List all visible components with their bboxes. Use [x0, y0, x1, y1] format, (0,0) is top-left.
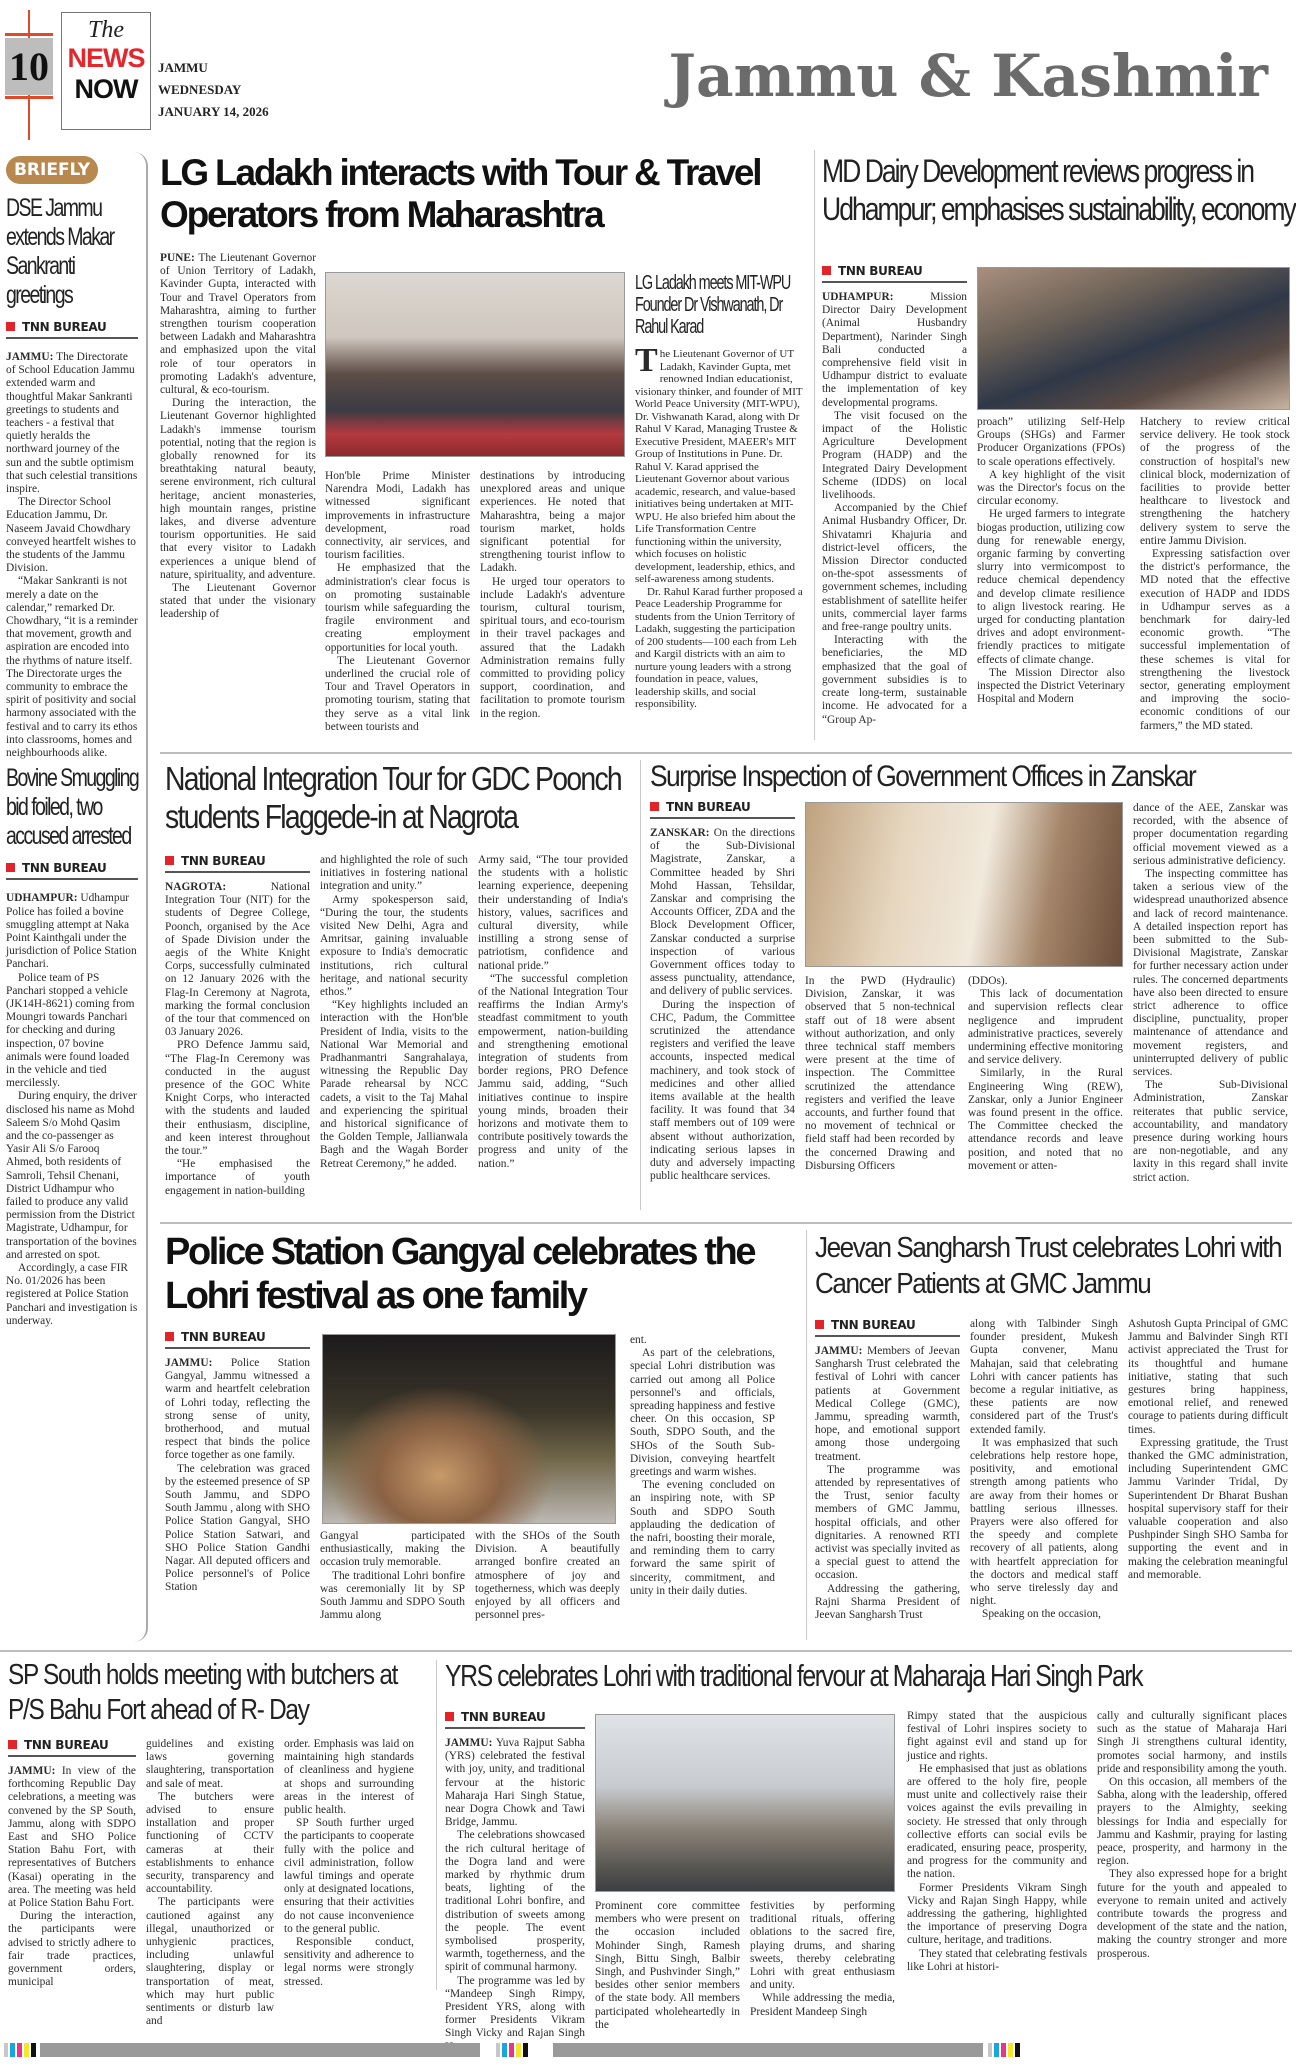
gangyal-col-2: Gangyal participated enthusiastically, making the occasion truly memorable. The traditional Lohri bonfire was ceremonially lit by SP South Jammu and SDPO South Jammu along: [320, 1530, 465, 1622]
integration-col-2: and highlighted the role of such initiatives in fostering national integration and unity.” Army spokesperson said, “During the tour, the students visited New Delhi, Agra and Amritsar, gaining invaluable exposure to India's democratic institutions, rich cultural heritage, and national security ethos.” “Key highlights included an interaction with the Hon'ble President of India, visits to the National War Memorial and Pradhanmantri Sangrahalaya, witnessing the Republic Day Parade rehearsal by NCC cadets, a visit to the Taj Mahal and experiencing the spiritual and historical significance of the Golden Temple, Jallianwala Bagh and the Wagah Border Retreat Ceremony,” he added.: [320, 854, 468, 1170]
headline-yrs: YRS celebrates Lohri with traditional fervour at Maharaja Hari Singh Park: [445, 1658, 1143, 1693]
section-divider: [160, 752, 1292, 754]
byline: TNN BUREAU: [815, 1318, 960, 1337]
headline-butchers: SP South holds meeting with butchers at P/S Bahu Fort ahead of R- Day: [8, 1659, 398, 1726]
photo-lohri-bonfire: [322, 1334, 616, 1524]
integration-col-3: Army said, “The tour provided the students with a holistic learning experience, deepening their understanding of India's history, values, sacrifices and cultural diversity, while instilling a strong sense of patriotism, confidence and national pride.” “The successful completion of the National Integration Tour reaffirms the Indian Army's steadfast commitment to youth empowerment, nation-building and strengthening emotional integration of students from border regions, PRO Defence Jammu said, adding, “Such initiatives continue to inspire young minds, broaden their horizons and motivate them to contribute positively towards the progress and unity of the nation.”: [478, 854, 628, 1170]
photo-dairy-field-visit: [977, 267, 1290, 410]
edition-city: JAMMU: [158, 60, 208, 75]
ladakh-col-2: Hon'ble Prime Minister Narendra Modi, Ladakh has witnessed significant improvements in infrastructure development, road connectivity, air services, and tourism facilities. He emphasized that the administration's clear focus is on promoting sustainable tourism while safeguarding the fragile environment and creating employment opportunities for local youth. The Lieutenant Governor underlined the crucial role of Tour and Travel Operators in promoting tourism, stating that they serve as a vital link between tourists and: [325, 470, 470, 733]
byline: TNN BUREAU: [8, 1738, 136, 1757]
article-ladakh: [160, 152, 810, 742]
print-registration-bar: [0, 2043, 1296, 2057]
ladakh-col-1: PUNE: The Lieutenant Governor of Union Territory of Ladakh, Kavinder Gupta, interacted with Tour and Travel Operators from Maharashtra, aiming to further strengthen tourism cooperation between Ladakh and Maharashtra and emphasized upon the vital role of tour operators in promoting Ladakh's adventure, cultural, & eco-tourism. During the interaction, the Lieutenant Governor highlighted Ladakh's immense tourism potential, noting that the region is globally renowned for its breathtaking natural beauty, serene environment, rich cultural heritage, ancient monasteries, high mountain ranges, pristine lakes, and diverse adventure tourism opportunities. He said that every visitor to Ladakh experiences a unique blend of nature, spirituality, and adventure. The Lieutenant Governor stated that under the visionary leadership of: [160, 252, 316, 621]
brief-headline-dse: DSE Jammu extends Makar Sankranti greetings: [6, 194, 114, 309]
article-integration: [165, 760, 635, 1210]
gangyal-col-1: JAMMU: Police Station Gangyal, Jammu witnessed a warm and heartfelt celebration of Lohri today, reflecting the strong sense of unity, brotherhood, and mutual respect that binds the police force together as one family. The celebration was graced by the esteemed presence of SP South Jammu, and SDPO South Jammu , along with SHO Police Station Gangyal, SHO Police Station Satwari, and SHO Police Station Gandhi Nagar. All deputed officers and Police personnel's of Police Station: [165, 1357, 310, 1594]
article-gangyal: [165, 1230, 805, 1640]
article-yrs: [445, 1658, 1293, 2040]
dairy-col-2: proach” utilizing Self-Help Groups (SHGs) and Farmer Producer Organizations (FPOs) to scale operations effectively. A key highlight of the visit was the Director's focus on the circular economy. He urged farmers to integrate biogas production, utilizing cow dung for renewable energy, organic farming by converting slurry into vermicompost to reduce chemical dependency and develop climate resilience to align livestock rearing. He urged for conducting plantation drives and adopt environment-friendly practices to mitigate effects of climate change. The Mission Director also inspected the District Veterinary Hospital and Modern: [977, 416, 1125, 706]
article-zanskar: [650, 760, 1292, 1210]
logo-now: NOW: [74, 74, 138, 104]
byline: TNN BUREAU: [650, 800, 795, 819]
headline-gangyal: Police Station Gangyal celebrates the Lohri festival as one family: [165, 1231, 755, 1317]
photo-zanskar-inspection: [805, 802, 1123, 967]
page-number: 10: [5, 38, 53, 95]
butchers-col-3: order. Emphasis was laid on maintaining high standards of cleanliness and hygiene at shops and surrounding areas in the interest of public health. SP South further urged the participants to cooperate fully with the police and civil administration, follow lawful timings and operate only at designated locations, ensuring that their activities do not cause inconvenience to the general public. Responsible conduct, sensitivity and adherence to legal norms were strongly stressed.: [284, 1738, 414, 1988]
yrs-col-4: Rimpy stated that the auspicious festival of Lohri inspires society to fight against evil and stand up for justice and rights. He emphasised that just as oblations are offered to the holy fire, people must unite and collectively raise their voices against the evils prevailing in society. He stressed that only through collective efforts can social evils be eradicated, ensuring peace, prosperity, and progress for the community and the nation. Former Presidents Vikram Singh Vicky and Rajan Singh Happy, while addressing the gathering, highlighted the importance of preserving Dogra culture, heritage, and traditions. They stated that celebrating festivals like Lohri at histori-: [907, 1710, 1087, 1973]
photo-tour-operators: [325, 272, 625, 457]
column-divider: [814, 150, 815, 740]
column-divider: [436, 1660, 437, 1990]
sidebar-headline-mitwpu: LG Ladakh meets MIT-WPU Founder Dr Vishwanath, Dr Rahul Karad: [635, 272, 791, 338]
jeevan-col-3: Ashutosh Gupta Principal of GMC Jammu and Balvinder Singh RTI activist appreciated the Trust for its thoughtful and humane initiative, stating that such gestures bring happiness, emotional relief, and renewed courage to patients during difficult times. Expressing gratitude, the Trust thanked the GMC administration, including Superintendent GMC Jammu Varinder Tridal, Dy Superintendent Dr Bharat Bushan hospital supervisory staff for their valuable cooperation and also Pushpinder Singh SHO Samba for supporting the event and in making the celebration meaningful and memorable.: [1128, 1318, 1288, 1581]
section-title: Jammu & Kashmir: [668, 42, 1268, 110]
briefly-column: [6, 152, 148, 1642]
byline-marker-icon: [650, 802, 659, 811]
page-marker-rule-top: [5, 33, 53, 36]
yrs-col-1: JAMMU: Yuva Rajput Sabha (YRS) celebrated the festival with joy, unity, and traditional fervour at the historic Maharaja Hari Singh Statue, near Dogra Chowk and Tawi Bridge, Jammu. The celebrations showcased the rich cultural heritage of the Dogra land and were marked by rhythmic drum beats, lighting of the traditional Lohri bonfire, and distribution of sweets among the people. The event symbolised prosperity, warmth, togetherness, and the spirit of communal harmony. The programme was led by “Mandeep Singh Rimpy, President YRS, along with former Presidents Vikram Singh Vicky and Rajan Singh: [445, 1737, 585, 2040]
column-divider: [806, 1230, 807, 1640]
byline: TNN BUREAU: [6, 861, 138, 880]
headline-jeevan: Jeevan Sangharsh Trust celebrates Lohri with Cancer Patients at GMC Jammu: [815, 1232, 1282, 1300]
column-divider: [640, 760, 641, 1210]
logo-the: The: [88, 17, 124, 43]
zanskar-col-2: In the PWD (Hydraulic) Division, Zanskar, it was observed that 5 non-technical staff out of 18 were absent without authorization, and only three technical staff members were present at the time of inspection. The Committee scrutinized the attendance registers and verified the leave accounts, and further found that no movement of technical or field staff had been recorded by the concerned Drawing and Disbursing Officers: [805, 975, 955, 1172]
dairy-col-1: UDHAMPUR: Mission Director Dairy Development (Animal Husbandry Department), Narinder Singh Bali conducted a comprehensive field visit in Udhampur district to evaluate the implementation of key developmental programs. The visit focused on the impact of the Holistic Agriculture Development Program (HADP) and the Integrated Dairy Development Scheme (IDDS) on local livelihoods. Accompanied by the Chief Animal Husbandry Officer, Dr. Shivatamri Khajuria and district-level officers, the Mission Director conducted on-the-spot assessments of government schemes, including establishment of satellite heifer units, commercial layer farms and free-range poultry units. Interacting with the beneficiaries, the MD emphasized that the goal of government subsidies is to create long-term, sustainable income. He advocated for a “Group Ap-: [822, 291, 967, 726]
article-jeevan: [815, 1230, 1292, 1640]
zanskar-col-3: (DDOs). This lack of documentation and supervision reflects clear negligence and imprudent administrative practices, severely undermining effective monitoring and service delivery. Similarly, in the Rural Engineering Wing (REW), Zanskar, only a Junior Engineer was found present in the office. The Committee checked the attendance records and leave position, and noted that no movement or atten-: [968, 975, 1123, 1172]
briefly-label: BRIEFLY: [6, 156, 98, 184]
byline-marker-icon: [6, 322, 15, 331]
byline: TNN BUREAU: [165, 1330, 310, 1349]
article-butchers: [8, 1658, 433, 2028]
jeevan-col-1: JAMMU: Members of Jeevan Sangharsh Trust celebrated the festival of Lohri with cancer patients at Government Medical College (GMC), Jammu, spreading warmth, hope, and emotional support among those undergoing treatment. The programme was attended by representatives of the Trust, senior faculty members of GMC Jammu, hospital officials, and other dignitaries. A renowned RTI activist was specially invited as a special guest to attend the occasion. Addressing the gathering, Rajni Sharma President of Jeevan Sangharsh Trust: [815, 1345, 960, 1622]
headline-zanskar: Surprise Inspection of Government Offices in Zanskar: [650, 760, 1196, 793]
byline: TNN BUREAU: [165, 854, 310, 873]
newspaper-logo: [61, 12, 151, 130]
edition-date: JANUARY 14, 2026: [158, 104, 269, 119]
article-dairy: [822, 152, 1295, 742]
photo-yrs-statue: [595, 1714, 895, 1892]
byline: TNN BUREAU: [6, 320, 138, 339]
page-marker-rule-bottom: [5, 96, 53, 99]
ladakh-sidebar: LG Ladakh meets MIT-WPU Founder Dr Vishwanath, Dr Rahul Karad The Lieutenant Governor of UT Ladakh, Kavinder Gupta, met renowned Indian educationist, visionary thinker, and founder of MIT World Peace University (MIT-WPU), Dr. Vishwanath Karad, along with Dr Rahul V Karad, Managing Trustee & Executive President, MAEER's MIT Group of Institutions in Pune. Dr. Rahul V. Karad apprised the Lieutenant Governor about various academic, research, and value-based initiatives being undertaken at MIT-WPU. He also briefed him about the Life Transformation Centre functioning within the university, which focuses on holistic development, leadership, ethics, and self-awareness among students. Dr. Rahul Karad further proposed a Peace Leadership Programme for students from the Union Territory of Ladakh, suggesting the participation of 200 students—100 each from Leh and Kargil districts with an aim to nurture young leaders with a strong foundation in peace, values, leadership skills, and social responsibility.: [635, 272, 805, 711]
yrs-col-2: Prominent core committee members who were present on the occasion included Mohinder Singh, Ramesh Singh, Bittu Singh, Balbir Singh, and Pushvinder Singh,” besides other senior members of the state body. All members participated wholeheartedly in the: [595, 1900, 740, 2031]
gangyal-col-3: with the SHOs of the South Division. A beautifully arranged bonfire created an atmosphere of joy and togetherness, which was deeply enjoyed by all officers and personnel pres-: [475, 1530, 620, 1622]
brief-body-bovine: UDHAMPUR: Udhampur Police has foiled a bovine smuggling attempt at Naka Point Kainthgali under the jurisdiction of Police Station Panchari. Police team of PS Panchari stopped a vehicle (JK14H-8621) coming from Moungri towards Panchari for checking and during inspection, 07 bovine animals were found loaded in the vehicle and tied mercilessly. During enquiry, the driver disclosed his name as Mohd Saleem S/o Mohd Qasim and the co-passenger as Yasir Ali S/o Farooq Ahmed, both residents of Samroli, Tehsil Chenani, District Udhampur who failed to produce any valid permission from the District Magistrate, Udhampur, for transportation of the bovines and arrested on spot. Accordingly, a case FIR No. 01/2026 has been registered at Police Station Panchari and investigation is underway.: [6, 892, 138, 1327]
byline-marker-icon: [8, 1740, 17, 1749]
byline-marker-icon: [165, 856, 174, 865]
headline-ladakh: LG Ladakh interacts with Tour & Travel Operators from Maharashtra: [160, 152, 761, 235]
section-divider: [160, 1222, 1292, 1224]
masthead: [0, 0, 1296, 150]
byline-marker-icon: [822, 266, 831, 275]
brief-body-dse: JAMMU: The Directorate of School Education Jammu extended warm and thoughtful Makar Sankranti greetings to students and teachers - a festival that quietly heralds the northward journey of the sun and the subtle optimism that such celestial transitions inspire. The Director School Education Jammu, Dr. Naseem Javaid Chowdhary conveyed heartfelt wishes to the students of the Jammu Division. “Makar Sankranti is not merely a date on the calendar,” remarked Dr. Chowdhary, “it is a reminder that movement, growth and aspiration are encoded into the rhythms of nature itself. The Directorate urges the community to embrace the spirit of positivity and social harmony associated with the festival and to carry its ethos into classrooms, homes and neighbourhoods alike.: [6, 351, 138, 760]
yrs-col-3: festivities by performing traditional rituals, offering oblations to the sacred fire, playing drums, and sharing sweets, thereby celebrating Lohri with great enthusiasm and unity. While addressing the media, President Mandeep Singh: [750, 1900, 895, 2018]
byline: TNN BUREAU: [445, 1710, 585, 1729]
dairy-col-3: Hatchery to review critical service delivery. He took stock of the progress of the construction of hospital's new clinical block, modernization of facilities to provide better healthcare to livestock and strengthening the hatchery delivery system to serve the entire Jammu Division. Expressing satisfaction over the district's performance, the MD noted that the effective execution of HADP and IDDS in Udhampur serves as a benchmark for dairy-led economic growth. “The successful implementation of these schemes is vital for strengthening the livestock sector, generating employment and improving the socio-economic conditions of our farmers,” the MD stated.: [1140, 416, 1290, 732]
section-divider: [0, 1650, 1292, 1652]
ladakh-col-3: destinations by introducing unexplored areas and unique experiences. He noted that Maharashtra, being a major tourism market, holds significant potential for strengthening tourist inflow to Ladakh. He urged tour operators to include Ladakh's adventure tourism, cultural tourism, spiritual tours, and eco-tourism in their travel packages and assured that the Ladakh Administration remains fully committed to providing policy support, coordination, and facilitation to promote tourism in the region.: [480, 470, 625, 720]
gangyal-col-4: ent. As part of the celebrations, special Lohri distribution was carried out among all Police personnel's and officials, spreading happiness and festive cheer. On this occasion, SP South, SDPO South, and the SHOs of the South Sub-Division, conveying heartfelt greetings and warm wishes. The evening concluded on an inspiring note, with SP South and SDPO South applauding the dedication of the nafri, boosting their morale, and reminding them to carry forward the same spirit of sincerity, commitment, and unity in their daily duties.: [630, 1334, 775, 1597]
byline-marker-icon: [445, 1712, 454, 1721]
jeevan-col-2: along with Talbinder Singh founder president, Mukesh Gupta convener, Manu Mahajan, said that celebrating Lohri with cancer patients has become a regular initiative, as these patients are now considered part of the Trust's extended family. It was emphasized that such celebrations help restore hope, positivity, and emotional strength among patients who are away from their homes or battling serious illnesses. Prayers were also offered for the speedy and complete recovery of all patients, along with heartfelt appreciation for the doctors and medical staff who serve tirelessly day and night. Speaking on the occasion,: [970, 1318, 1118, 1621]
byline-marker-icon: [6, 863, 15, 872]
byline-marker-icon: [165, 1332, 174, 1341]
integration-col-1: NAGROTA: National Integration Tour (NIT) for the students of Degree College, Poonch, organised by the Ace of Spade Division under the aegis of the White Knight Corps, successfully culminated on 12 January 2026 with the Flag-In Ceremony at Nagrota, marking the formal conclusion of the tour that commenced on 03 January 2026. PRO Defence Jammu said, “The Flag-In Ceremony was conducted in the august presence of the GOC White Knight Corps, who interacted with the students and lauded their enthusiasm, discipline, and keen interest throughout the tour.” “He emphasised the importance of youth engagement in nation-building: [165, 881, 310, 1197]
butchers-col-1: JAMMU: In view of the forthcoming Republic Day celebrations, a meeting was convened by the SP South, Jammu, along with SDPO East and SHO Police Station Bahu Fort, with representatives of Butchers (Kasai) operating in the area. The meeting was held at Police Station Bahu Fort. During the interaction, the participants were advised to strictly adhere to fair trade practices, government orders, municipal: [8, 1765, 136, 1989]
brief-headline-bovine: Bovine Smuggling bid foiled, two accused arrested: [6, 764, 139, 851]
byline: TNN BUREAU: [822, 264, 967, 283]
headline-dairy: MD Dairy Development reviews progress in Udhampur; emphasises sustainability, economy: [822, 153, 1295, 227]
logo-news: NEWS: [67, 43, 145, 73]
drop-cap: T: [635, 342, 658, 379]
yrs-col-5: cally and culturally significant places such as the statue of Maharaja Hari Singh Ji strengthens cultural identity, promotes social harmony, and instils pride and responsibility among the youth. On this occasion, all members of the Sabha, along with the leadership, offered prayers to the Almighty, seeking blessings for India and especially for Jammu and Kashmir, praying for lasting peace, prosperity, and harmony in the region. They also expressed hope for a bright future for the youth and appealed to everyone to remain united and actively contribute towards the progress and development of the state and the nation, making the country stronger and more prosperous.: [1097, 1710, 1287, 1960]
zanskar-col-1: ZANSKAR: On the directions of the Sub-Divisional Magistrate, Zanskar, a Committee headed by Shri Mohd Hassan, Tehsildar, Zanskar and comprising the Accounts Officer, ZDA and the Block Development Officer, Zanskar conducted a surprise inspection of various Government offices today to assess punctuality, attendance, and delivery of public services. During the inspection of CHC, Padum, the Committee scrutinized the attendance registers and verified the leave accounts, inspected medical machinery, and took stock of medicines and other allied items available at the health facility. It was found that 34 staff members out of 109 were absent without authorization, indicating serious lapses in duty and adversely impacting public healthcare services.: [650, 827, 795, 1183]
edition-day: WEDNESDAY: [158, 82, 242, 97]
headline-integration: National Integration Tour for GDC Poonch students Flaggede-in at Nagrota: [165, 760, 622, 835]
byline-marker-icon: [815, 1320, 824, 1329]
butchers-col-2: guidelines and existing laws governing slaughtering, transportation and sale of meat. The butchers were advised to ensure installation and proper functioning of CCTV cameras at their establishments to enhance security, transparency and accountability. The participants were cautioned against any illegal, unauthorized or unhygienic practices, including unlawful slaughtering, display or transportation of meat, which may hurt public sentiments or disturb law and: [146, 1738, 274, 2028]
zanskar-col-4: dance of the AEE, Zanskar was recorded, with the absence of proper documentation regarding official movement viewed as a serious administrative deficiency. The inspecting committee has taken a serious view of the widespread unauthorized absence and lack of record maintenance. A detailed inspection report has been submitted to the Sub-Divisional Magistrate, Zanskar for further necessary action under rules. The concerned departments have also been directed to ensure strict adherence to office discipline, punctuality, proper maintenance of attendance and movement registers, and uninterrupted delivery of public services. The Sub-Divisional Administration, Zanskar reiterates that public service, accountability, and mandatory presence during working hours are non-negotiable, and any laxity in this regard shall invite strict action.: [1133, 802, 1288, 1184]
